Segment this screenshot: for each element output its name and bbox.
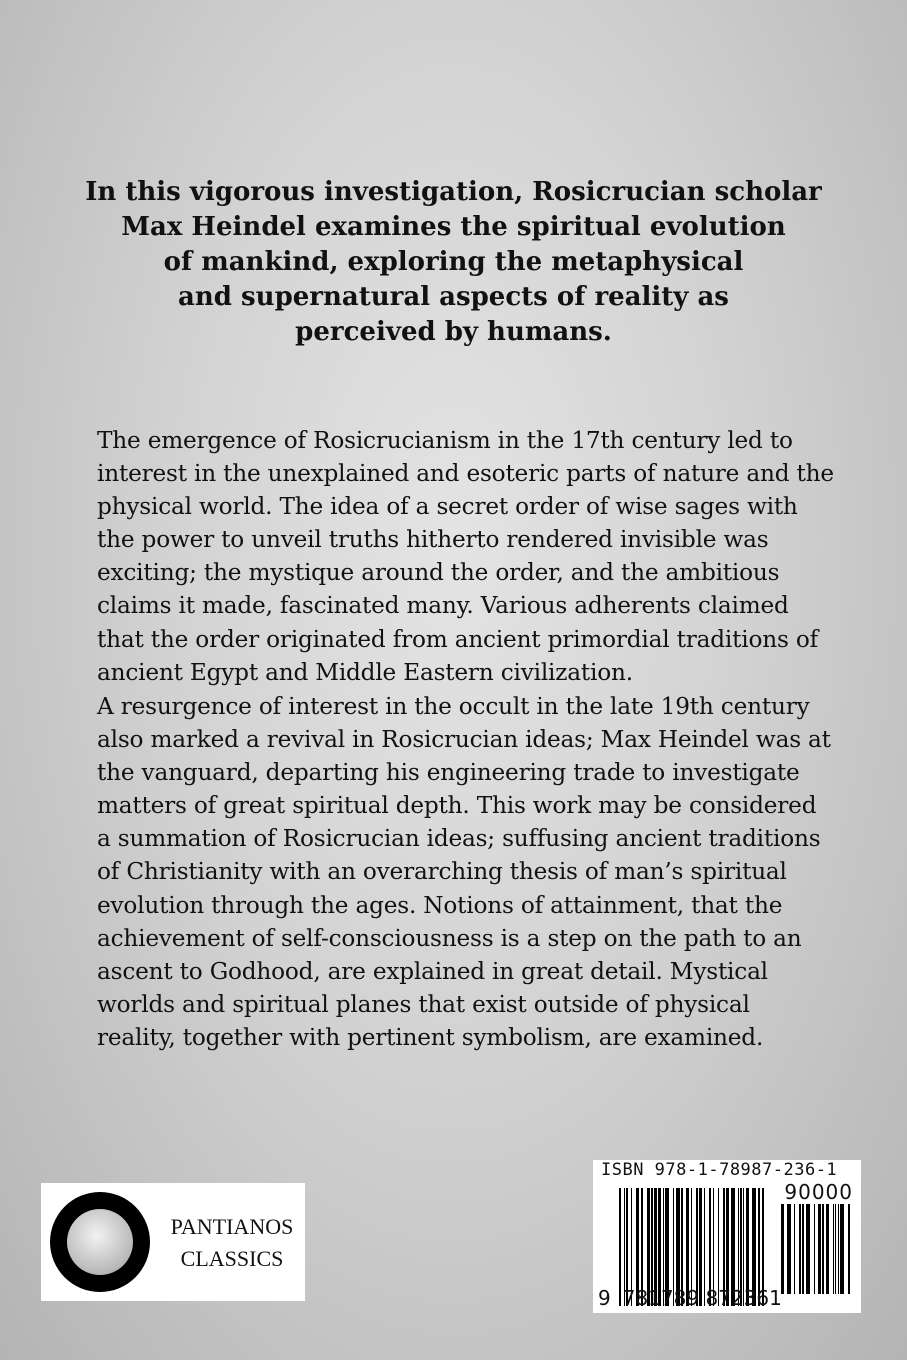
lead-line: of mankind, exploring the metaphysical — [163, 247, 744, 277]
barcode-digits: 781789 872361 — [622, 1286, 782, 1310]
barcode-lead-digit: 9 — [598, 1286, 611, 1310]
barcode-bar — [806, 1204, 810, 1294]
paragraph-line: A resurgence of interest in the occult in the late 19th century — [97, 693, 810, 720]
paragraph-line: The emergence of Rosicrucianism in the 17th century led to — [97, 427, 793, 454]
barcode-bars-addon — [781, 1204, 853, 1294]
lead-line: Max Heindel examines the spiritual evolution — [121, 212, 786, 242]
paragraph-line: ancient Egypt and Middle Eastern civilization. — [97, 658, 633, 686]
barcode-bar — [794, 1204, 795, 1294]
paragraph-line: the vanguard, departing his engineering trade to investigate — [97, 759, 800, 787]
barcode-bar — [787, 1204, 791, 1294]
barcode-bar — [814, 1204, 815, 1294]
paragraph-line: ascent to Godhood, are explained in great detail. Mystical — [97, 957, 768, 985]
paragraph-line: interest in the unexplained and esoteric parts of nature and the — [97, 460, 834, 488]
barcode-bar — [802, 1204, 804, 1294]
paragraph-line: of Christianity with an overarching thesis of man’s spiritual — [97, 858, 787, 886]
paragraph-line: evolution through the ages. Notions of attainment, that the — [97, 891, 783, 919]
coin-emblem-icon — [50, 1192, 150, 1292]
barcode-bar — [818, 1204, 821, 1294]
lead-line: perceived by humans. — [295, 317, 612, 347]
paragraph-line: claims it made, fascinated many. Various adherents claimed — [97, 592, 789, 620]
paragraph-line: a summation of Rosicrucian ideas; suffusing ancient traditions — [97, 825, 821, 853]
paragraph-line: reality, together with pertinent symbolism, are examined. — [97, 1023, 764, 1051]
barcode-bar — [840, 1204, 844, 1294]
paragraph-line: the power to unveil truths hitherto rendered invisible was — [97, 526, 769, 554]
paragraph-line: also marked a revival in Rosicrucian ideas; Max Heindel was at — [97, 726, 831, 754]
publisher-logo — [41, 1183, 305, 1301]
price-addon: 90000 — [784, 1180, 853, 1204]
barcode-bar — [826, 1204, 829, 1294]
paragraph-line: achievement of self-consciousness is a step on the path to an — [97, 924, 802, 952]
lead-line: and supernatural aspects of reality as — [178, 282, 729, 312]
paragraph-line: physical world. The idea of a secret order of wise sages with — [97, 493, 798, 521]
barcode-bar — [781, 1204, 784, 1294]
paragraph-line: matters of great spiritual depth. This work may be considered — [97, 792, 817, 820]
isbn-label: ISBN 978-1-78987-236-1 — [601, 1160, 838, 1180]
barcode-bar — [835, 1204, 836, 1294]
paragraph-2 — [97, 690, 857, 1054]
publisher-name-line1: PANTIANOS — [170, 1214, 294, 1239]
isbn-barcode — [593, 1160, 861, 1313]
paragraph-line: worlds and spiritual planes that exist outside of physical — [97, 990, 750, 1018]
publisher-name-line2: CLASSICS — [180, 1246, 284, 1271]
barcode-bar — [799, 1204, 801, 1294]
barcode-bar — [848, 1204, 850, 1294]
paragraph-line: that the order originated from ancient primordial traditions of — [97, 625, 818, 653]
lead-paragraph — [60, 175, 847, 350]
barcode-bar — [822, 1204, 824, 1294]
paragraph-1 — [97, 424, 857, 689]
lead-line: In this vigorous investigation, Rosicrucian scholar — [85, 177, 822, 207]
paragraph-line: exciting; the mystique around the order, and the ambitious — [97, 559, 780, 587]
barcode-bar — [833, 1204, 834, 1294]
barcode-bar — [838, 1204, 839, 1294]
